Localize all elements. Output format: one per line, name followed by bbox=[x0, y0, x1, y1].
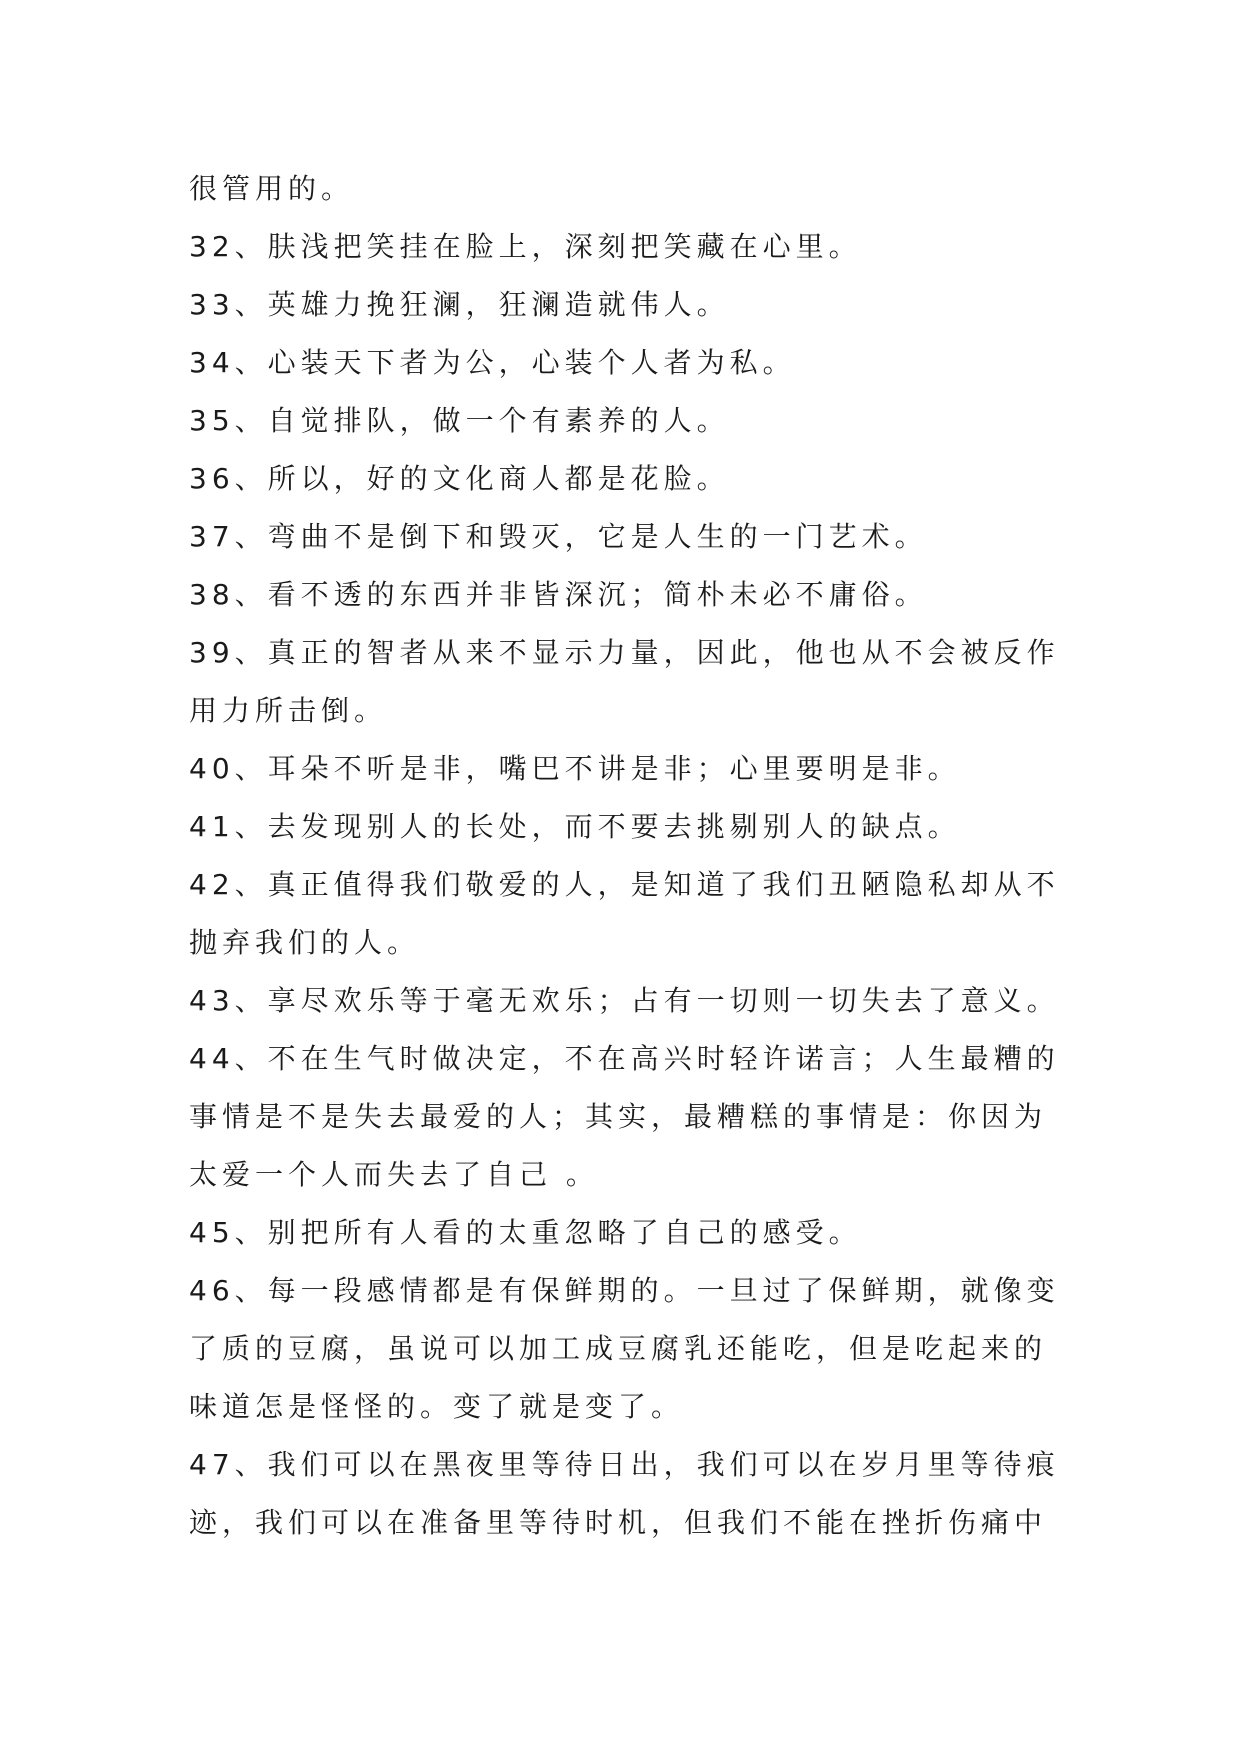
text-line: 40、耳朵不听是非，嘴巴不讲是非；心里要明是非。 bbox=[189, 752, 961, 785]
text-line: 34、心装天下者为公，心装个人者为私。 bbox=[189, 346, 796, 379]
text-line: 32、肤浅把笑挂在脸上，深刻把笑藏在心里。 bbox=[189, 230, 862, 263]
text-line: 了质的豆腐，虽说可以加工成豆腐乳还能吃，但是吃起来的 bbox=[189, 1332, 1048, 1365]
text-line: 33、英雄力挽狂澜，狂澜造就伟人。 bbox=[189, 288, 730, 321]
text-line: 味道怎是怪怪的。变了就是变了。 bbox=[189, 1390, 685, 1423]
text-line: 44、不在生气时做决定，不在高兴时轻许诺言；人生最糟的 bbox=[189, 1042, 1060, 1075]
text-line: 41、去发现别人的长处，而不要去挑剔别人的缺点。 bbox=[189, 810, 961, 843]
text-line: 46、每一段感情都是有保鲜期的。一旦过了保鲜期，就像变 bbox=[189, 1274, 1060, 1307]
text-line: 很管用的。 bbox=[189, 172, 355, 205]
text-line: 迹，我们可以在准备里等待时机，但我们不能在挫折伤痛中 bbox=[189, 1506, 1048, 1539]
text-line: 38、看不透的东西并非皆深沉；简朴未必不庸俗。 bbox=[189, 578, 928, 611]
text-body bbox=[189, 160, 1069, 1552]
text-line: 37、弯曲不是倒下和毁灭，它是人生的一门艺术。 bbox=[189, 520, 928, 553]
text-line: 用力所击倒。 bbox=[189, 694, 388, 727]
text-line: 35、自觉排队，做一个有素养的人。 bbox=[189, 404, 730, 437]
text-line: 抛弃我们的人。 bbox=[189, 926, 421, 959]
text-line: 45、别把所有人看的太重忽略了自己的感受。 bbox=[189, 1216, 862, 1249]
text-line: 42、真正值得我们敬爱的人，是知道了我们丑陋隐私却从不 bbox=[189, 868, 1060, 901]
text-line: 43、享尽欢乐等于毫无欢乐；占有一切则一切失去了意义。 bbox=[189, 984, 1060, 1017]
text-line: 太爱一个人而失去了自己 。 bbox=[189, 1158, 599, 1191]
text-line: 47、我们可以在黑夜里等待日出，我们可以在岁月里等待痕 bbox=[189, 1448, 1060, 1481]
text-line: 事情是不是失去最爱的人；其实，最糟糕的事情是：你因为 bbox=[189, 1100, 1048, 1133]
text-line: 36、所以，好的文化商人都是花脸。 bbox=[189, 462, 730, 495]
text-line: 39、真正的智者从来不显示力量，因此，他也从不会被反作 bbox=[189, 636, 1060, 669]
